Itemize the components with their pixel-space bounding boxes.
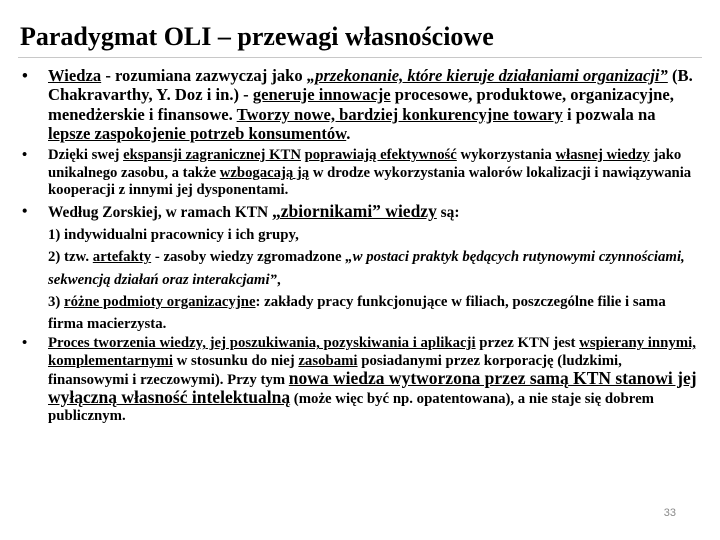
text-span: jako unikalnego zasobu, a także (48, 147, 682, 181)
emphasis: zasobami (298, 352, 358, 369)
text-span: : zakłady pracy funkcjonujące w filiach, poszczególne filie i sama firma macierzysta. (48, 293, 666, 333)
text-span: wykorzystania (456, 147, 556, 164)
emphasis: lepsze zaspokojenie potrzeb konsumentów (48, 123, 347, 143)
title-divider (18, 57, 702, 58)
text-span: Według Zorskiej, w ramach KTN (48, 204, 273, 222)
emphasis: Tworzy nowe, bardziej konkurencyjne towary (236, 104, 563, 124)
text-span: i pozwala na (562, 104, 656, 124)
list-item (48, 291, 702, 336)
text-span: w stosunku do niej (172, 352, 299, 369)
emphasis: różne podmioty organizacyjne (64, 293, 256, 310)
knowledge-reservoirs-list (48, 224, 702, 335)
emphasis: nowa wiedza wytworzona przez samą KTN stanowi jej wyłączną własność intelektualną (48, 367, 697, 407)
text-span: Dzięki swej (48, 147, 124, 164)
bullet-dot-icon: • (22, 66, 28, 85)
text-span: w drodze wykorzystania walorów lokalizacji i nawiązywania kooperacji z innymi jej dysponentami. (48, 164, 692, 198)
bullet-list (22, 66, 702, 425)
page-number: 33 (663, 507, 676, 519)
text-span: (B. Chakravarthy, Y. Doz i in.) - (48, 66, 693, 105)
emphasis: generuje innowacje (252, 85, 391, 105)
text-span: - zasoby wiedzy zgromadzone (151, 249, 346, 266)
emphasis: poprawiają efektywność (304, 147, 457, 164)
text-span: . (346, 123, 351, 143)
text-span: - rozumiana zazwyczaj jako (101, 66, 307, 85)
emphasis: ekspansji zagranicznej KTN (123, 147, 301, 164)
list-item: 1) indywidualni pracownicy i ich grupy, (48, 226, 299, 243)
bullet-dot-icon: • (22, 147, 28, 164)
bullet-dot-icon: • (22, 203, 28, 221)
text-span: są: (436, 204, 460, 222)
text-span: przez KTN jest (475, 335, 580, 352)
bullet-expansion (22, 147, 702, 199)
text-span: 3) (48, 293, 65, 310)
emphasis: artefakty (92, 249, 152, 266)
emphasis: wspierany innymi, komplementarnymi (48, 335, 696, 369)
emphasis: własnej wiedzy (555, 147, 650, 164)
emphasis: „zbiornikami” wiedzy (272, 201, 437, 222)
text-span: posiadanymi przez korporację (ludzkimi, finansowymi i rzeczowymi). Przy tym (48, 352, 622, 388)
emphasis: Proces tworzenia wiedzy, jej poszukiwania, pozyskiwania i aplikacji (48, 335, 476, 352)
quote: „w postaci praktyk będących rutynowymi czynnościami, sekwencją działań oraz interakcjami” (48, 249, 685, 288)
bullet-knowledge-process (22, 335, 702, 425)
knowledge-definition: „przekonanie, które kieruje działaniami organizacji” (306, 66, 668, 85)
bullet-zorska (22, 201, 702, 335)
emphasis: wzbogacają ją (219, 164, 310, 181)
slide-title: Paradygmat OLI – przewagi własnościowe (20, 22, 494, 51)
bullet-dot-icon: • (22, 335, 28, 352)
bullet-knowledge (22, 66, 702, 143)
text-span: 2) tzw. (48, 249, 93, 266)
text-span: procesowe, produktowe, organizacyjne, menedżerskie i finansowe. (48, 85, 674, 124)
knowledge-term: Wiedza (48, 66, 102, 85)
text-span: , (276, 271, 281, 288)
list-item (48, 246, 702, 291)
text-span: (może więc być np. opatentowana), a nie staje się dobrem publicznym. (48, 391, 654, 425)
